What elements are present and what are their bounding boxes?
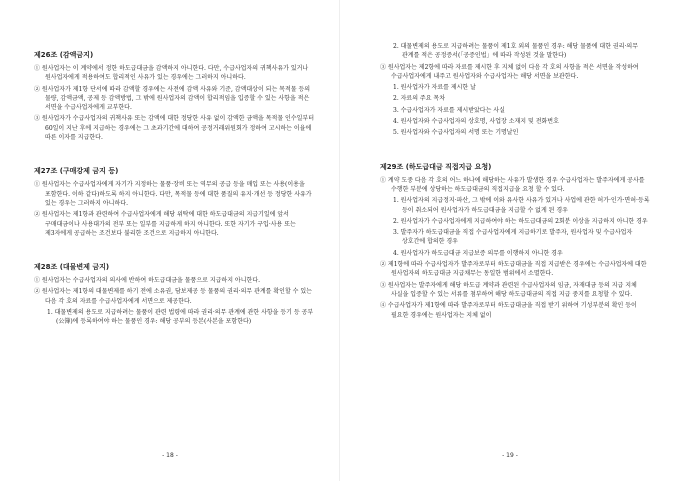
paragraph: ② 원사업자는 제1항의 대물변제를 하기 전에 소유권, 담보제공 등 물품의 권리·의무 관계를 확인할 수 있는 다음 각 호의 자료를 수급사업자에게 서면으로 제공한다. <box>34 288 312 305</box>
sub-item: 2. 대물변제의 용도로 지급하려는 물품이 제1호 외의 물품인 경우: 해당 물품에 대한 권리·의무 관계를 적은 공정증서(「공증인법」에 따라 작성된 것을 말한다) <box>393 43 639 60</box>
sub-item: 3. 발주자가 하도급대금을 직접 수급사업자에게 지급하기로 발주자, 원사업자 및 수급사업자 상호간에 합의한 경우 <box>393 229 633 246</box>
page-number: - 18 - <box>162 452 178 459</box>
article-28-continued <box>380 42 650 138</box>
paragraph: ② 제1항에 따라 수급사업자가 발주자로부터 하도급대금을 직접 지급받은 경우에는 수급사업자에 대한 원사업자의 하도급대금 지급채무는 동일한 범위에서 소멸한다. <box>380 261 647 278</box>
list-item: 4. 원사업자와 수급사업자의 상호명, 사업장 소재지 및 전화번호 <box>393 118 559 126</box>
article-29 <box>380 162 650 320</box>
paragraph: ③ 원사업자가 수급사업자의 귀책사유 또는 감액에 대한 정당한 사유 없이 감액한 금액을 목적물 인수일부터 60일이 지난 후에 지급하는 경우에는 그 초과기간에 대하여 공정거래위원회가 정하여 고시하는 이율에 따른 이자를 지급한다. <box>34 115 315 142</box>
paragraph: ④ 수급사업자가 제1항에 따라 발주자로부터 하도급대금을 직접 받기 위하여 기성부분의 확인 등이 필요한 경우에는 원사업자는 지체 없이 <box>380 302 637 319</box>
sub-item: 4. 원사업자가 하도급대금 지급보증 의무를 이행하지 아니한 경우 <box>393 249 563 257</box>
article-title: 제28조 (대물변제 금지) <box>34 263 110 272</box>
sub-item: 2. 원사업자가 수급사업자에게 지급하여야 하는 하도급대금의 2회분 이상을 지급하지 아니한 경우 <box>393 217 648 225</box>
paragraph: ③ 원사업자는 발주자에게 해당 하도급 계약과 관련된 수급사업자의 임금, 자재대금 등의 지급 지체 사실을 입증할 수 있는 서류를 첨부하여 해당 하도급대금의 직접 지급 중지를 요청할 수 있다. <box>380 281 637 298</box>
paragraph: ① 계약 도중 다음 각 호의 어느 하나에 해당하는 사유가 발생한 경우 수급사업자는 발주자에게 공사를 수행한 부분에 상당하는 하도급대금의 직접지급을 요청 할 수 있다. <box>380 176 645 193</box>
paragraph: ③ 원사업자는 제2항에 따라 자료를 제시한 후 지체 없이 다음 각 호의 사항을 적은 서면을 작성하여 수급사업자에게 내주고 원사업자와 수급사업자는 해당 서면을 보관한다. <box>380 63 639 80</box>
paragraph: ② 원사업자는 제1항과 관련하여 수급사업자에게 해당 위탁에 대한 하도급대금의 지급기일에 앞서 구매대금이나 사용대가의 전부 또는 일부를 지급하게 하지 아니한다. 또한 자기가 구입·사용 또는 제3자에게 공급하는 조건보다 불리한 조건으로 지급하지 아니한다. <box>34 211 296 237</box>
sub-item: 1. 대물변제의 용도로 지급하려는 물품이 관련 법령에 따라 권리·의무 관계에 관한 사항을 등기 등 공부(公簿)에 등록하여야 하는 물품인 경우: 해당 공부의 등본(사본을 포함한다) <box>47 309 314 326</box>
list-item: 3. 수급사업자가 자료를 제시받았다는 사실 <box>393 106 505 114</box>
paragraph: ① 원사업자는 이 계약에서 정한 하도급대금을 감액하지 아니한다. 다만, 수급사업자의 귀책사유가 있거나 원사업자에게 적용하여도 합리적인 사유가 있는 경우에는 그러하지 아니하다. <box>34 65 309 82</box>
list-item: 5. 원사업자와 수급사업자의 서명 또는 기명날인 <box>393 129 519 137</box>
list-item: 2. 자료의 주요 목차 <box>393 95 446 103</box>
article-title: 제27조 (구매강제 금지 등) <box>34 167 119 176</box>
page-number: - 19 - <box>502 452 518 459</box>
article-26 <box>34 50 322 142</box>
article-title: 제29조 (하도급대금 직접지급 요청) <box>380 162 492 171</box>
paragraph: ① 원사업자는 수급사업자의 의사에 반하여 하도급대금을 물품으로 지급하지 아니한다. <box>34 277 261 285</box>
article-28 <box>34 262 322 326</box>
paragraph: ② 원사업자가 제1항 단서에 따라 감액할 경우에는 사전에 감액 사유와 기준, 감액대상이 되는 목적물 등의 물량, 감액금액, 공제 등 감액방법, 그 밖에 원사업자의 감액이 합리적임을 입증할 수 있는 사항을 적은 서면을 수급사업자에게 교부한다. <box>34 85 311 112</box>
sub-item: 1. 원사업자의 지급정지·파산, 그 밖에 이와 유사한 사유가 있거나 사업에 관한 허가·인가·면허·등록 등이 취소되어 원사업자가 하도급대금을 지급할 수 없게 된 경우 <box>393 197 650 214</box>
right-page <box>340 0 680 481</box>
list-item: 1. 원사업자가 자료를 제시한 날 <box>393 84 476 92</box>
paragraph: ① 원사업자는 수급사업자에게 자기가 지정하는 물품·장비 또는 역무의 공급 등을 매입 또는 사용(이용을 포함한다. 이하 같다)하도록 하지 아니한다. 다만, 목적물 등에 대한 품질의 유지·개선 등 정당한 사유가 있는 경우는 그러하지 아니하다. <box>34 181 312 207</box>
article-title: 제26조 (감액금지) <box>34 51 94 59</box>
article-27 <box>34 166 322 238</box>
